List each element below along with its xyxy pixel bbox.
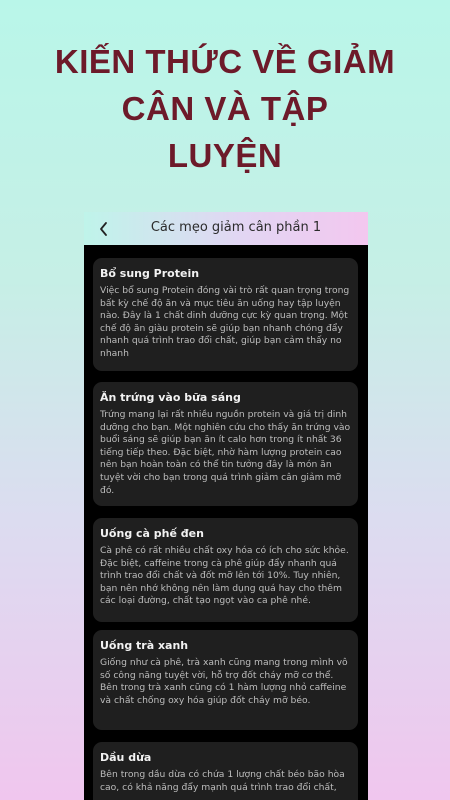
tip-title: Dầu dừa	[100, 751, 152, 764]
headline-line-3: LUYỆN	[167, 137, 283, 174]
page-headline	[0, 38, 450, 179]
tip-title: Uống trà xanh	[100, 639, 189, 652]
back-button[interactable]	[94, 219, 114, 239]
top-bar	[84, 212, 368, 245]
headline-line-1: KIẾN THỨC VỀ GIẢM	[54, 43, 396, 80]
tip-body: Giống như cà phê, trà xanh cũng mang trong mình vô số công năng tuyệt vời, hỗ trợ đốt cháy mỡ cơ thể. Bên trong trà xanh cũng có 1 hàm lượng nhỏ caffeine và chất chống oxy hóa giúp đốt cháy mỡ béo.	[100, 657, 348, 706]
tip-body: Bên trong dầu dừa có chứa 1 lượng chất béo bão hòa cao, có khả năng đẩy mạnh quá trình trao đổi chất,	[100, 769, 345, 793]
tip-title: Ăn trứng vào bữa sáng	[100, 391, 241, 404]
headline-line-2: CÂN VÀ TẬP	[121, 90, 329, 127]
tip-body: Trứng mang lại rất nhiều nguồn protein và giá trị dinh dưỡng cho bạn. Một nghiên cứu cho thấy ăn trứng vào buổi sáng sẽ giúp bạn ăn ít calo hơn trong ít nhất 36 tiếng tiếp theo. Đặc biệt, nhờ hàm lượng protein cao nên bạn hoàn toàn có thể tin tưởng đây là món ăn tuyệt vời cho bạn trong quá trình giảm cân giảm mỡ đó.	[100, 409, 351, 496]
tip-title: Bổ sung Protein	[100, 267, 200, 280]
tip-card[interactable]	[93, 382, 358, 506]
chevron-left-icon	[94, 219, 114, 239]
tip-title: Uống cà phế đen	[100, 527, 204, 540]
tip-card[interactable]	[93, 630, 358, 730]
tip-body: Cà phê có rất nhiều chất oxy hóa có ích cho sức khỏe. Đặc biệt, caffeine trong cà phê giúp đẩy nhanh quá trình trao đổi chất và đốt mỡ lên tới 10%. Tuy nhiên, bạn nên nhớ không nên làm dụng quá hay cho thêm các loại đường, chất tạo ngọt vào ca phê nhé.	[100, 545, 349, 607]
phone-screen	[84, 212, 368, 800]
tip-body: Việc bổ sung Protein đóng vài trò rất quan trọng trong bất kỳ chế độ ăn và mục tiêu ăn uống hay tập luyện nào. Đây là 1 chất dinh dưỡng cực kỳ quan trọng. Một chế độ ăn giàu protein sẽ giúp bạn nhanh chóng đẩy nhanh quá trình trao đổi chất, giúp bạn cảm thấy no nhanh	[100, 285, 350, 359]
screen-title: Các mẹo giảm cân phần 1	[150, 220, 322, 235]
tip-card[interactable]	[93, 518, 358, 622]
tip-card[interactable]	[93, 258, 358, 371]
tip-card[interactable]	[93, 742, 358, 800]
